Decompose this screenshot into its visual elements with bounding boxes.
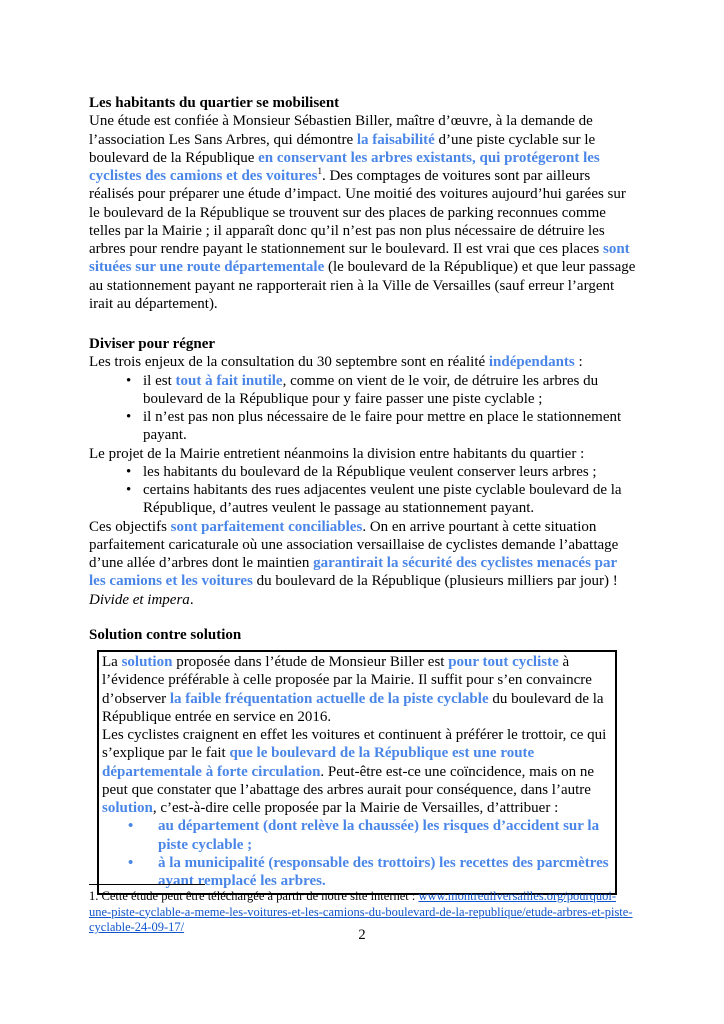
- text-run: solution: [102, 800, 153, 816]
- text-run: Ces objectifs: [89, 518, 171, 535]
- text-run: garantirait la sécurité des cyclistes menacés par les camions et les voitures: [89, 555, 617, 590]
- list-item: [89, 481, 636, 518]
- text-run: indépendants: [488, 354, 575, 371]
- text-run: , c’est-à-dire celle proposée par la Mairie de Versailles, d’attribuer :: [152, 800, 559, 816]
- list-item: [89, 463, 636, 481]
- text-run: , comme on vient de le voir, de détruire les arbres du boulevard de la République pour y faire passer une piste cyclable ;: [143, 372, 599, 407]
- text-run: Les trois enjeux de la consultation du 30 septembre sont en réalité: [89, 354, 489, 371]
- text-run: la faible fréquentation actuelle de la piste cyclable: [169, 690, 489, 707]
- text-run: Une étude est confiée à Monsieur Sébastien Biller, maître d’œuvre, à la demande de l’association Les Sans Arbres, qui démontre: [89, 113, 593, 148]
- section2-intro: [89, 353, 636, 371]
- text-run: à l’évidence préférable à celle proposée par la Mairie. Il suffit pour s’en convaincre d’observer: [102, 654, 592, 707]
- text-run: au département (dont relève la chaussée) les risques d’accident sur la piste cyclable ;: [158, 818, 600, 853]
- text-run: La: [102, 654, 122, 670]
- text-run: . On en arrive pourtant à cette situation parfaitement caricaturale où une association versaillaise de cyclistes demande l’abattage d’une allée d’arbres dont le maintien: [89, 518, 619, 571]
- section2-heading: Diviser pour régner: [89, 336, 216, 352]
- text-run: du boulevard de la République entrée en service en 2016.: [102, 690, 604, 725]
- text-run: . Des comptages de voitures sont par ailleurs réalisés pour préparer une étude d’impact. Une moitié des voitures aujourd’hui garées sur le boulevard de la République se trouvent sur des places de parking reconnues comme telles par la Mairie ; il apparaît donc qu’il n’est pas non plus nécessaire de détruire les arbres pour rendre payant le stationnement sur le boulevard. Il est vrai que ces places: [89, 168, 626, 257]
- list-item: [102, 817, 612, 854]
- text-run: proposée dans l’étude de Monsieur Biller est: [172, 654, 449, 670]
- list-item: [89, 408, 636, 445]
- section1-paragraph: [89, 112, 636, 313]
- page-content: [89, 94, 636, 895]
- text-run: en conservant les arbres existants, qui protégeront les cyclistes des camions et des voitures: [89, 149, 600, 184]
- section1-heading: Les habitants du quartier se mobilisent: [89, 95, 340, 111]
- section2-closing-paragraph: [89, 518, 636, 609]
- text-run: du boulevard de la République (plusieurs milliers par jour) !: [252, 573, 618, 590]
- section2-mid-paragraph: [89, 445, 636, 463]
- text-run: (le boulevard de la République) et que leur passage au stationnement payant ne rapporterait rien à la Ville de Versailles (sauf erreur l’argent irait au département).: [89, 259, 636, 312]
- text-run: il est: [143, 372, 176, 389]
- text-run: .: [189, 591, 194, 608]
- page-number: 2: [358, 927, 366, 943]
- section2-list-2: [89, 463, 636, 518]
- box-list: [102, 817, 612, 890]
- box-paragraph-1: [102, 653, 612, 726]
- text-run: certains habitants des rues adjacentes veulent une piste cyclable boulevard de la République, d’autres veulent le passage au stationnement payant.: [143, 482, 622, 517]
- list-item: [89, 372, 636, 409]
- text-run: pour tout cycliste: [448, 654, 559, 670]
- section2-list-1: [89, 372, 636, 445]
- text-run: . Peut-être est-ce une coïncidence, mais on ne peut que constater que l’abattage des arbres aurait pour conséquence, dans l’autre: [102, 763, 595, 798]
- text-run: les habitants du boulevard de la République veulent conserver leurs arbres ;: [143, 463, 597, 480]
- text-run: Le projet de la Mairie entretient néanmoins la division entre habitants du quartier :: [89, 445, 585, 462]
- text-run: 1. Cette étude peut être téléchargée à partir de notre site internet :: [89, 889, 419, 903]
- text-run: Divide et impera: [89, 591, 190, 608]
- text-run: sont situées sur une route départementale: [89, 241, 630, 276]
- footnote-separator: [89, 884, 205, 885]
- text-run: solution: [121, 654, 173, 670]
- footnote-reference-marker: 1: [317, 166, 322, 176]
- text-run: Les cyclistes craignent en effet les voitures et continuent à préférer le trottoir, ce qui s’explique par le fait: [102, 727, 607, 762]
- text-run: tout à fait inutile: [175, 372, 283, 389]
- section3-heading: Solution contre solution: [89, 626, 242, 643]
- text-run: que le boulevard de la République est une route départementale à forte circulation: [102, 745, 535, 780]
- text-run: il n’est pas non plus nécessaire de le faire pour mettre en place le stationnement payant.: [143, 409, 622, 444]
- footnote-link[interactable]: www.montreuilversailles.org/pourquoi-une-piste-cyclable-a-meme-les-voitures-et-les-camions-du-boulevard-de-la-republique/etude-arbres-et-piste-cyclable-24-09-17/: [89, 889, 633, 935]
- text-run: :: [574, 354, 583, 371]
- text-run: la faisabilité: [356, 131, 435, 148]
- solution-box: [97, 650, 617, 895]
- text-run: d’une piste cyclable sur le boulevard de la République: [89, 131, 596, 166]
- text-run: à la municipalité (responsable des trottoirs) les recettes des parcmètres ayant remplacé les arbres.: [158, 854, 609, 889]
- box-paragraph-2: [102, 726, 612, 817]
- text-run: sont parfaitement conciliables: [170, 518, 363, 535]
